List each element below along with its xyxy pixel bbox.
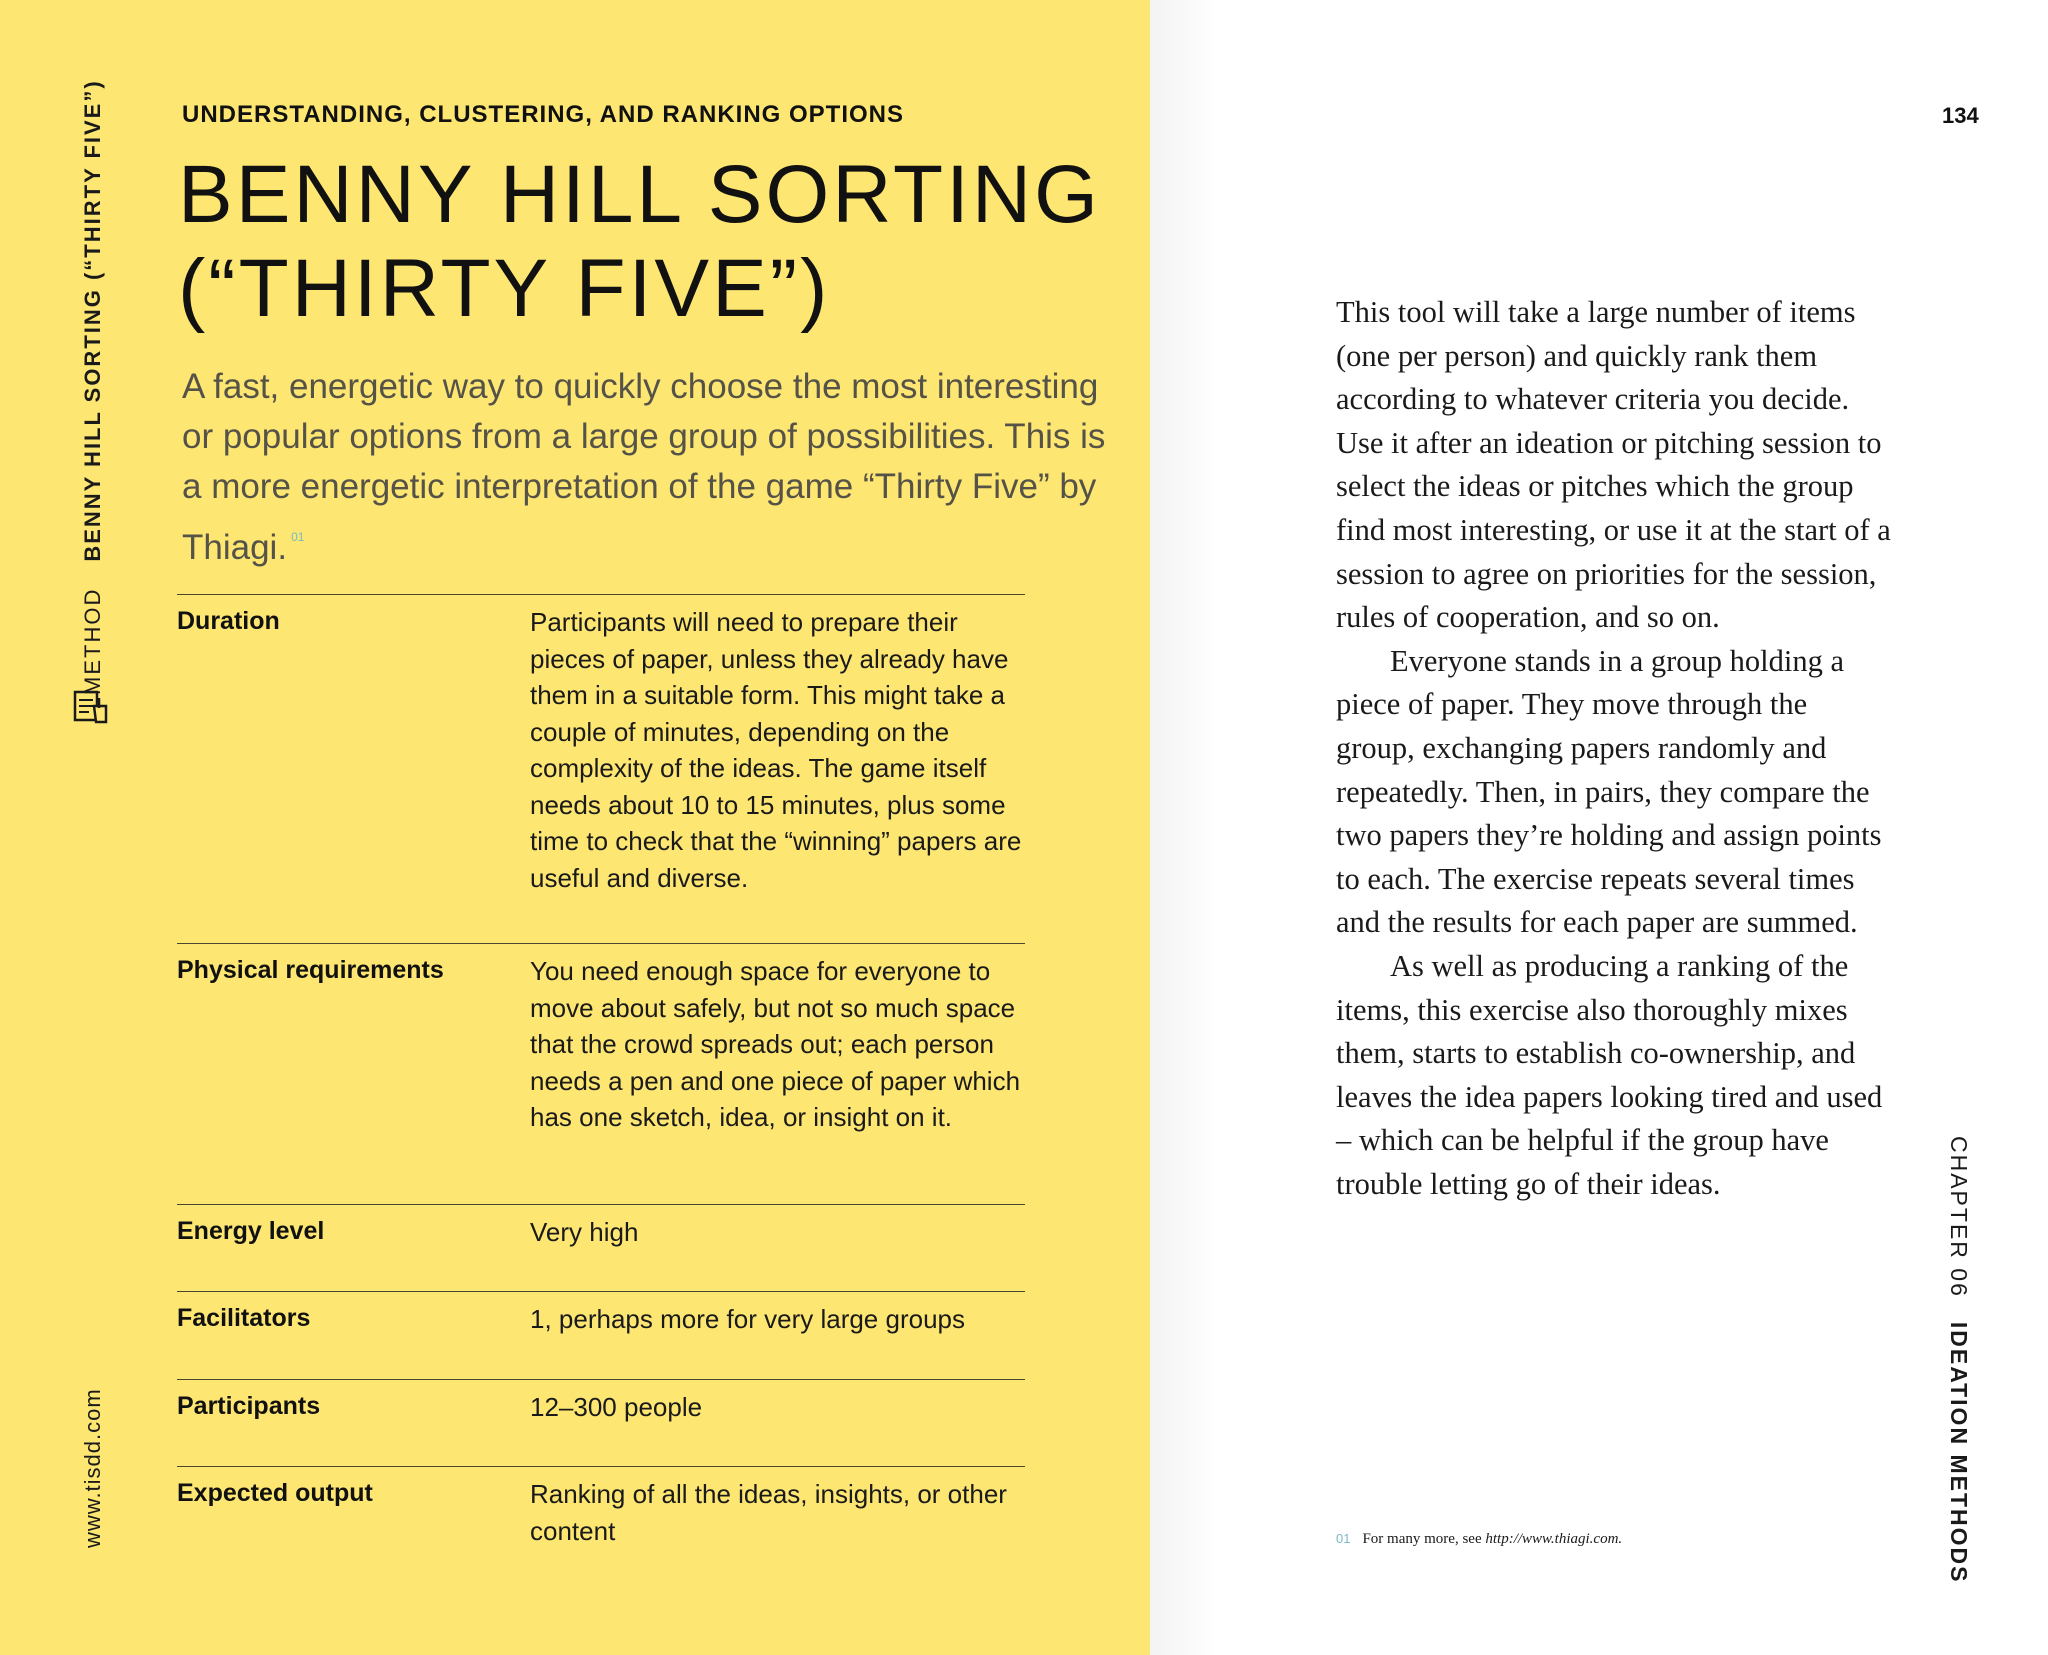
spec-row-physical-requirements bbox=[177, 943, 1025, 1204]
chapter-title: IDEATION METHODS bbox=[1946, 1321, 1972, 1584]
page-title-line-2: (“THIRTY FIVE”) bbox=[178, 243, 831, 334]
section-kicker: UNDERSTANDING, CLUSTERING, AND RANKING OPTIONS bbox=[182, 101, 905, 128]
body-text bbox=[1336, 291, 1891, 1206]
spine-method-title bbox=[80, 79, 106, 695]
specs-table bbox=[177, 594, 1025, 1566]
spec-label: Facilitators bbox=[177, 1304, 311, 1332]
spine-url: www.tisdd.com bbox=[80, 1388, 105, 1548]
lede-footnote-ref: 01 bbox=[291, 530, 305, 544]
spec-label: Participants bbox=[177, 1392, 321, 1420]
footnote-number: 01 bbox=[1336, 1531, 1351, 1546]
spec-value: You need enough space for everyone to move about safely, but not so much space that the crowd spreads out; each person needs a pen and one piece of paper which has one sketch, idea, or insight on it. bbox=[530, 956, 1021, 1132]
spec-label: Energy level bbox=[177, 1217, 325, 1245]
spec-label: Duration bbox=[177, 607, 280, 635]
spec-value: Ranking of all the ideas, insights, or other content bbox=[530, 1479, 1007, 1546]
footnote bbox=[1336, 1531, 1622, 1548]
page-number: 134 bbox=[1942, 103, 1979, 128]
body-paragraph: This tool will take a large number of items (one per person) and quickly rank them according to whatever criteria you decide. Use it after an ideation or pitching session to select the ideas or pitches which the group find most interesting, or use it at the start of a session to agree on priorities for the session, rules of cooperation, and so on. bbox=[1336, 295, 1891, 635]
chapter-label: CHAPTER 06 bbox=[1946, 1136, 1972, 1298]
page-title bbox=[178, 148, 1138, 336]
body-paragraph: Everyone stands in a group holding a piece of paper. They move through the group, exchanging papers randomly and repeatedly. Then, in pairs, they compare the two papers they’re holding and assign points to each. The exercise repeats several times and the results for each paper are summed. bbox=[1336, 643, 1882, 940]
spec-row-facilitators bbox=[177, 1291, 1025, 1379]
spec-label: Physical requirements bbox=[177, 956, 444, 984]
spec-value: 12–300 people bbox=[530, 1392, 703, 1422]
lede-text: A fast, energetic way to quickly choose the most interesting or popular options from a large group of possibilities. This is a more energetic interpretation of the game “Thirty Five” by Thiagi. bbox=[182, 367, 1106, 567]
method-icon bbox=[72, 686, 112, 726]
spec-value: Participants will need to prepare their pieces of paper, unless they already have them in a suitable form. This might take a couple of minutes, depending on the complexity of the ideas. The game itself needs about 10 to 15 minutes, plus some time to check that the “winning” papers are useful and diverse. bbox=[530, 607, 1022, 893]
spec-row-duration bbox=[177, 594, 1025, 943]
footnote-link[interactable]: http://www.thiagi.com. bbox=[1485, 1531, 1623, 1547]
spine-method-label: METHOD bbox=[80, 587, 105, 695]
spec-value: Very high bbox=[530, 1217, 639, 1247]
spec-row-energy-level bbox=[177, 1204, 1025, 1291]
page-title-line-1: BENNY HILL SORTING bbox=[178, 149, 1101, 240]
lede bbox=[182, 362, 1122, 573]
spec-value: 1, perhaps more for very large groups bbox=[530, 1304, 965, 1334]
body-paragraph: As well as producing a ranking of the items, this exercise also thoroughly mixes them, starts to establish co-ownership, and leaves the idea papers looking tired and used – which can be helpful if the group have trouble letting go of their ideas. bbox=[1336, 948, 1883, 1201]
spec-label: Expected output bbox=[177, 1479, 373, 1507]
footnote-text: For many more, see bbox=[1362, 1531, 1486, 1547]
chapter-spine bbox=[1945, 1136, 1972, 1583]
spec-row-participants bbox=[177, 1379, 1025, 1466]
spec-row-expected-output bbox=[177, 1466, 1025, 1566]
spine-method-name: BENNY HILL SORTING (“THIRTY FIVE”) bbox=[80, 79, 105, 562]
